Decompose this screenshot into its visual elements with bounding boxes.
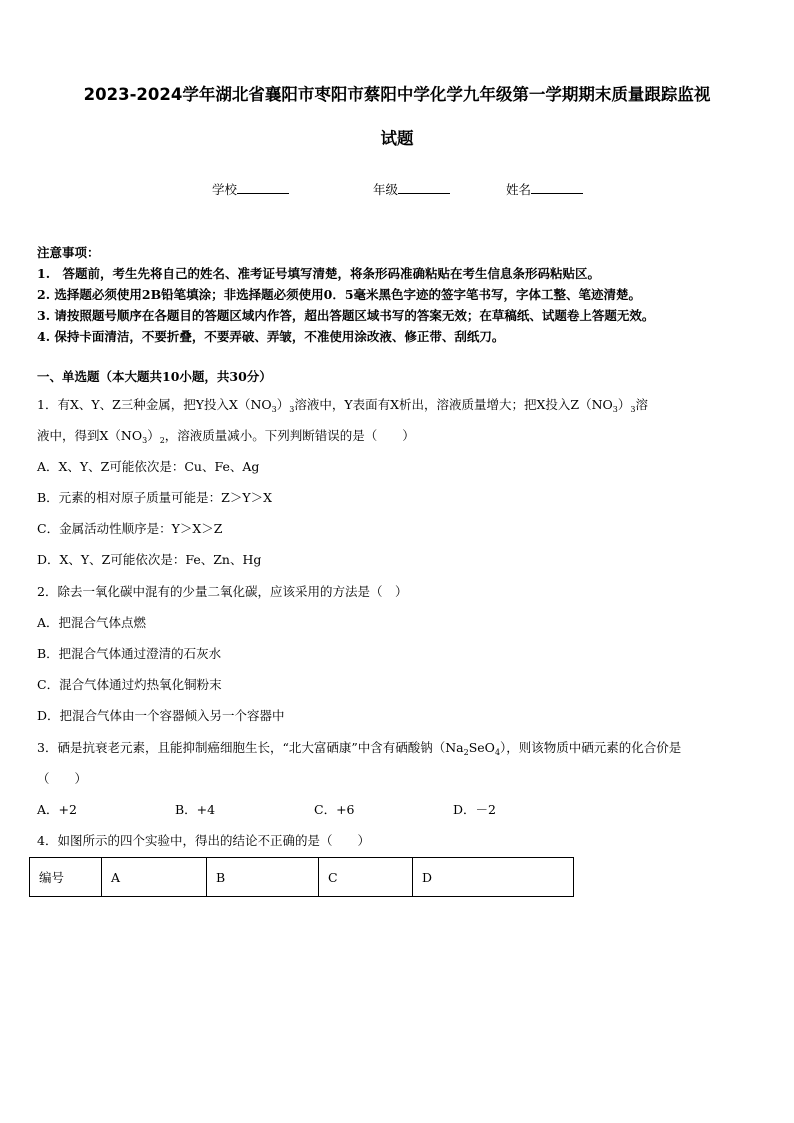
note-item: 4. 保持卡面清洁，不要折叠，不要弄破、弄皱，不准使用涂改液、修正带、刮纸刀。 (37, 329, 505, 344)
note-item: 1. 答题前，考生先将自己的姓名、准考证号填写清楚，将条形码准确粘贴在考生信息条形码粘贴区。 (37, 266, 601, 281)
school-blank (237, 180, 289, 194)
question-1-stem-cont: 液中，得到$X(NO_3)_2$，溶液质量减小。下列判断错误的是（ ） (37, 428, 415, 445)
question-3-stem: 3．硒是抗衰老元素，且能抑制癌细胞生长，“北大富硒康”中含有硒酸钠$(Na_2SeO_4)$，则该物质中硒元素的化合价是 (37, 740, 682, 757)
grade-field (373, 180, 450, 199)
table-header-cell: C (319, 858, 413, 897)
question-1-option-c: C．金属活动性顺序是：Y＞X＞Z (37, 521, 223, 536)
table-header-cell: D (413, 858, 574, 897)
school-label: 学校 (212, 182, 238, 197)
question-3-option-b: B．+4 (175, 802, 216, 817)
name-label: 姓名 (506, 182, 532, 197)
table-header-cell: A (102, 858, 207, 897)
question-1-stem: 1．有X、Y、Z三种金属，把Y投入$X(NO_3)_3$溶液中，Y表面有X析出，溶液质量增大；把X投入$Z(NO_3)_3$溶 (37, 397, 648, 414)
question-4-table (29, 857, 574, 897)
note-item: 3. 请按照题号顺序在各题目的答题区域内作答，超出答题区域书写的答案无效；在草稿纸、试题卷上答题无效。 (37, 308, 655, 323)
question-1-option-d: D．X、Y、Z可能依次是：Fe、Zn、Hg (37, 552, 262, 567)
question-2-option-c: C．混合气体通过灼热氧化铜粉末 (37, 677, 222, 692)
question-2-option-a: A．把混合气体点燃 (37, 615, 147, 630)
name-blank (531, 180, 583, 194)
document-title: 2023-2024学年湖北省襄阳市枣阳市蔡阳中学化学九年级第一学期期末质量跟踪监视 (83, 85, 711, 104)
question-2-option-d: D．把混合气体由一个容器倾入另一个容器中 (37, 708, 285, 723)
note-item: 2. 选择题必须使用2B铅笔填涂；非选择题必须使用0．5毫米黑色字迹的签字笔书写，字体工整、笔迹清楚。 (37, 287, 642, 302)
question-4-stem: 4．如图所示的四个实验中，得出的结论不正确的是（ ） (37, 833, 370, 848)
table-header-cell: 编号 (30, 858, 102, 897)
school-field (212, 180, 289, 199)
question-1-option-a: A．X、Y、Z可能依次是：Cu、Fe、Ag (37, 459, 260, 474)
question-2-stem: 2．除去一氧化碳中混有的少量二氧化碳，应该采用的方法是（ ） (37, 584, 408, 599)
question-1-option-b: B．元素的相对原子质量可能是：Z＞Y＞X (37, 490, 273, 505)
question-2-option-b: B．把混合气体通过澄清的石灰水 (37, 646, 222, 661)
grade-label: 年级 (373, 182, 399, 197)
grade-blank (398, 180, 450, 194)
section-heading: 一、单选题（本大题共10小题，共30分） (37, 369, 272, 384)
question-3-option-c: C．+6 (314, 802, 355, 817)
question-3-option-a: A．+2 (37, 802, 77, 817)
question-3-stem-cont: （ ） (37, 771, 88, 786)
table-header-cell: B (207, 858, 319, 897)
table-row (30, 858, 574, 897)
name-field (506, 180, 583, 199)
notes-heading: 注意事项： (37, 245, 100, 260)
document-title-line2: 试题 (380, 129, 414, 148)
question-3-option-d: D．－2 (453, 802, 496, 817)
